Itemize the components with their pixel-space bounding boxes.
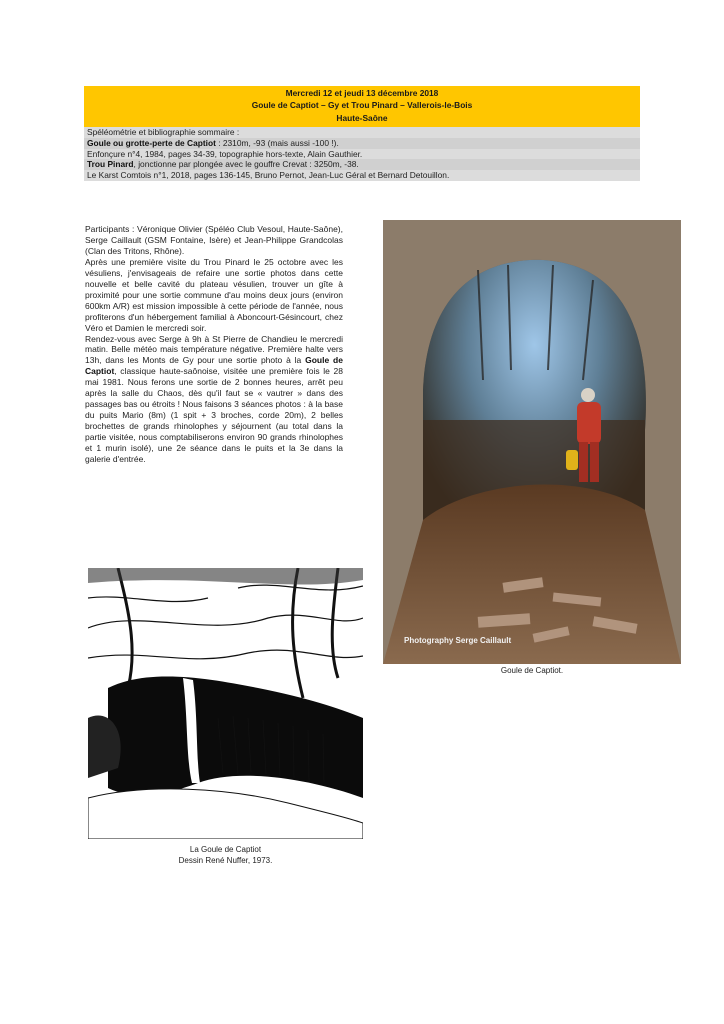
photo-credit: Photography Serge Caillault: [404, 636, 512, 645]
drawing-caption-title: La Goule de Captiot: [189, 845, 262, 854]
biblio-pinard-name: Trou Pinard: [87, 159, 134, 170]
drawing-caption: [88, 845, 363, 866]
paragraph-context: Après une première visite du Trou Pinard le 25 octobre avec les vésuliens, j'envisageais de refaire une sortie photos dans cette nouvelle et belle cavité du plateau vésulien, trouver un gîte à proximité pour une sortie commune d'au moins deux jours (environ 600km A/R) est mission impossible à cette période de l'année, nous profiterons d'un hébergement familial à Aboncourt-Gésincourt, chez Véro et Damien le mercredi soir.: [85, 256, 343, 333]
cave-entrance-photo: [383, 220, 681, 664]
title-date: Mercredi 12 et jeudi 13 décembre 2018: [285, 88, 439, 98]
article-body: [85, 224, 343, 465]
paragraph-trip: [85, 334, 343, 465]
cave-ink-drawing: [88, 568, 363, 839]
biblio-pinard: [84, 159, 640, 170]
bibliography-box: [84, 127, 640, 181]
title-region: Haute-Saône: [336, 112, 388, 123]
title-caves: Goule de Captiot – Gy et Trou Pinard – Vallerois-le-Bois: [251, 100, 473, 111]
drawing-caption-credit: Dessin René Nuffer, 1973.: [178, 855, 273, 865]
paragraph-participants: Participants : Véronique Olivier (Spéléo Club Vesoul, Haute-Saône), Serge Caillault (GSM Fontaine, Isère) et Jean-Philippe Grandcolas (Clan des Tritons, Rhône).: [85, 224, 343, 256]
cave-name-emphasis: Goule de Captiot: [85, 355, 343, 377]
biblio-captiot-name: Goule ou grotte-perte de Captiot: [87, 137, 216, 148]
report-title-banner: [84, 86, 640, 127]
biblio-pinard-stats: , jonctionne par plongée avec le gouffre Crevat : 3250m, -38.: [133, 159, 359, 170]
biblio-ref-enfoncure: Enfonçure n°4, 1984, pages 34-39, topographie hors-texte, Alain Gauthier.: [87, 148, 363, 159]
biblio-captiot-stats: : 2310m, -93 (mais aussi -100 !).: [215, 137, 339, 148]
photo-caption: Goule de Captiot.: [500, 666, 564, 675]
biblio-ref-karst: Le Karst Comtois n°1, 2018, pages 136-145, Bruno Pernot, Jean-Luc Géral et Bernard Detouillon.: [87, 170, 450, 181]
paragraph-trip-start: Rendez-vous avec Serge à 9h à St Pierre de Chandieu le mercredi matin. Belle météo mais température négative. Première halte vers 13h, dans les Monts de Gy pour une sortie photo à la: [85, 333, 343, 366]
biblio-heading: Spéléométrie et bibliographie sommaire :: [87, 127, 240, 137]
paragraph-trip-end: , classique haute-saônoise, visitée une première fois le 28 mai 1981. Nous ferons une sortie de 2 bonnes heures, arrêt peu après la salle du Chaos, dès qu'il faut se « vautrer » dans des passages bas ou étroits ! Nous faisons 3 séances photos : à la base du puits Mario (8m) (1 spit + 3 broches, corde 20m), 2 belles brochettes de grands rhinolophes y séjournent (au total dans la partie visitée, nous comptabiliserons environ 90 grands rhinolophes et 1 murin isolé), une 2e séance dans le puits et la 3e dans la galerie d'entrée.: [85, 366, 343, 465]
biblio-captiot: [84, 138, 640, 149]
